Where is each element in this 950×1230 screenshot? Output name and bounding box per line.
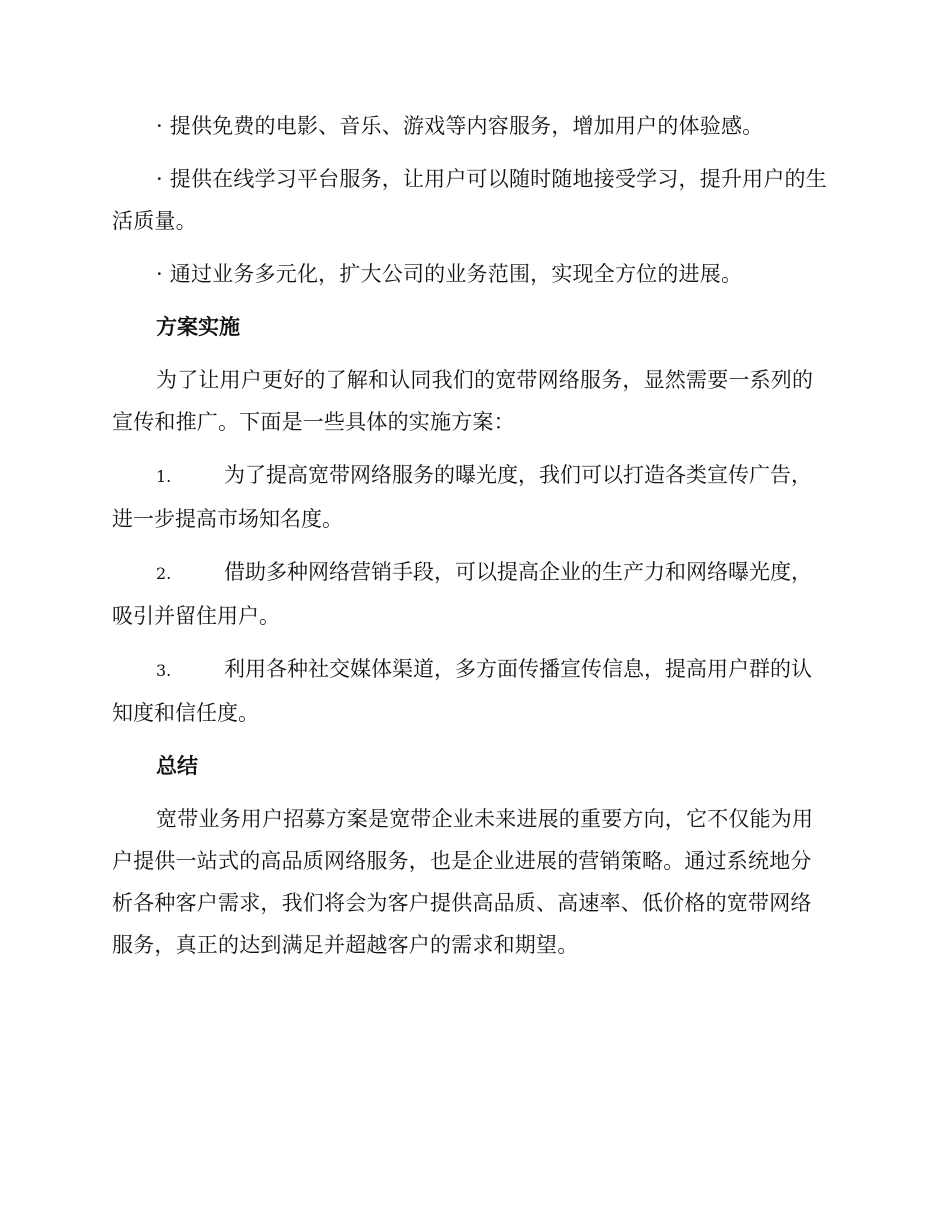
numbered-list-item (112, 551, 832, 637)
numbered-list-item (112, 454, 832, 540)
summary-paragraph: 宽带业务用户招募方案是宽带企业未来进展的重要方向，它不仅能为用户提供一站式的高品质网络服务，也是企业进展的营销策略。通过系统地分析各种客户需求，我们将会为客户提供高品质、高速率、低价格的宽带网络服务，真正的达到满足并超越客户的需求和期望。 (112, 807, 814, 957)
implementation-intro: 为了让用户更好的了解和认同我们的宽带网络服务，显然需要一系列的宣传和推广。下面是一些具体的实施方案： (112, 368, 814, 434)
list-item-text: 借助多种网络营销手段，可以提高企业的生产力和网络曝光度，吸引并留住用户。 (112, 560, 812, 628)
document-content (112, 105, 832, 977)
list-item-text: 利用各种社交媒体渠道，多方面传播宣传信息，提高用户群的认知度和信任度。 (112, 657, 812, 725)
bullet-paragraph: · 提供在线学习平台服务，让用户可以随时随地接受学习，提升用户的生活质量。 (112, 167, 827, 233)
numbered-list-item (112, 648, 832, 734)
section-heading-summary: 总结 (156, 754, 198, 778)
list-number: 3. (156, 661, 172, 680)
list-item-text: 为了提高宽带网络服务的曝光度，我们可以打造各类宣传广告，进一步提高市场知名度。 (112, 463, 812, 531)
section-heading-implementation: 方案实施 (156, 315, 240, 339)
list-number: 1. (156, 467, 172, 486)
bullet-paragraph: · 提供免费的电影、音乐、游戏等内容服务，增加用户的体验感。 (156, 114, 764, 138)
list-number: 2. (156, 564, 172, 583)
bullet-paragraph: · 通过业务多元化，扩大公司的业务范围，实现全方位的进展。 (156, 262, 743, 286)
